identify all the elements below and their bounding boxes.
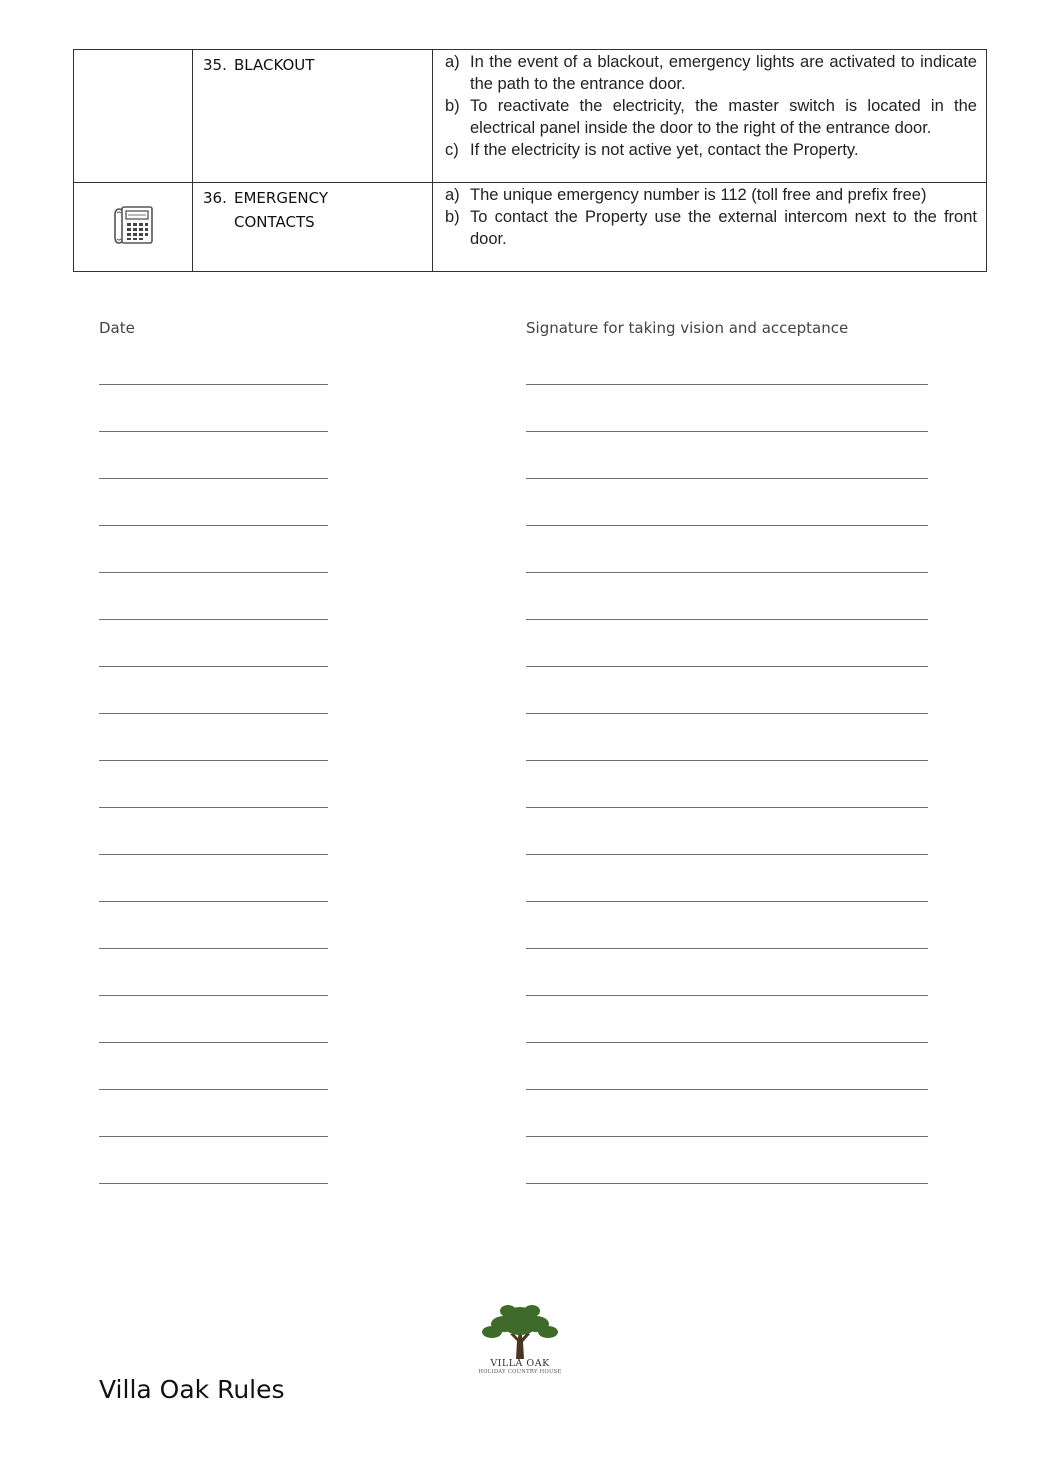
date-line[interactable] (99, 667, 328, 714)
date-line[interactable] (99, 855, 328, 902)
rule-item (445, 139, 977, 161)
oak-tree-logo (480, 1303, 560, 1359)
rule-items-cell (433, 50, 987, 183)
signature-line[interactable] (526, 761, 928, 808)
villa-oak-logo (470, 1303, 570, 1376)
signature-line[interactable] (526, 479, 928, 526)
signature-line[interactable] (526, 949, 928, 996)
signature-line[interactable] (526, 385, 928, 432)
date-line[interactable] (99, 1090, 328, 1137)
signature-label: Signature for taking vision and acceptance (526, 319, 849, 337)
date-line[interactable] (99, 714, 328, 761)
rule-title: EMERGENCY (234, 189, 329, 207)
signature-line[interactable] (526, 1137, 928, 1184)
rule-title-cell (193, 183, 433, 272)
telephone-icon (111, 203, 155, 247)
signature-lines (526, 338, 928, 1184)
signature-line[interactable] (526, 432, 928, 479)
signature-line[interactable] (526, 996, 928, 1043)
date-line[interactable] (99, 432, 328, 479)
date-line[interactable] (99, 338, 328, 385)
date-line[interactable] (99, 808, 328, 855)
signature-line[interactable] (526, 667, 928, 714)
date-label: Date (99, 319, 135, 337)
signature-line[interactable] (526, 714, 928, 761)
item-marker: a) (445, 53, 460, 71)
date-line[interactable] (99, 573, 328, 620)
signature-line[interactable] (526, 620, 928, 667)
signature-line[interactable] (526, 573, 928, 620)
rule-item (445, 206, 977, 250)
rule-item (445, 184, 977, 206)
date-line[interactable] (99, 1043, 328, 1090)
item-marker: a) (445, 186, 460, 204)
rule-row-blackout (74, 50, 987, 183)
rules-table (73, 49, 987, 272)
logo-name: VILLA OAK (490, 1358, 550, 1369)
item-text: To contact the Property use the external intercom next to the front door. (470, 208, 977, 248)
logo-subtitle: HOLIDAY COUNTRY HOUSE (478, 1369, 562, 1375)
signature-line[interactable] (526, 526, 928, 573)
rule-icon-cell (74, 50, 193, 183)
rule-item (445, 95, 977, 139)
date-line[interactable] (99, 526, 328, 573)
item-marker: b) (445, 208, 460, 226)
date-lines (99, 338, 328, 1184)
signature-line[interactable] (526, 338, 928, 385)
date-line[interactable] (99, 620, 328, 667)
signature-line[interactable] (526, 1090, 928, 1137)
item-marker: b) (445, 97, 460, 115)
rule-row-emergency-contacts (74, 183, 987, 272)
rule-item (445, 51, 977, 95)
rule-items-cell (433, 183, 987, 272)
item-text: In the event of a blackout, emergency lights are activated to indicate the path to the entrance door. (470, 53, 977, 93)
date-line[interactable] (99, 1137, 328, 1184)
rule-number: 35. (203, 56, 227, 74)
signature-line[interactable] (526, 855, 928, 902)
date-line[interactable] (99, 385, 328, 432)
date-line[interactable] (99, 761, 328, 808)
rule-title-continued: CONTACTS (234, 213, 315, 231)
signature-line[interactable] (526, 1043, 928, 1090)
rule-icon-cell (74, 183, 193, 272)
item-text: The unique emergency number is 112 (toll free and prefix free) (470, 186, 927, 204)
date-line[interactable] (99, 949, 328, 996)
signature-line[interactable] (526, 902, 928, 949)
item-text: If the electricity is not active yet, contact the Property. (470, 141, 859, 159)
rule-number: 36. (203, 189, 227, 207)
item-text: To reactivate the electricity, the master switch is located in the electrical panel inside the door to the right of the entrance door. (470, 97, 977, 137)
rule-title: BLACKOUT (234, 56, 315, 74)
signature-line[interactable] (526, 808, 928, 855)
date-line[interactable] (99, 902, 328, 949)
date-line[interactable] (99, 479, 328, 526)
item-marker: c) (445, 141, 459, 159)
date-line[interactable] (99, 996, 328, 1043)
rule-title-cell (193, 50, 433, 183)
footer-title: Villa Oak Rules (99, 1375, 285, 1404)
